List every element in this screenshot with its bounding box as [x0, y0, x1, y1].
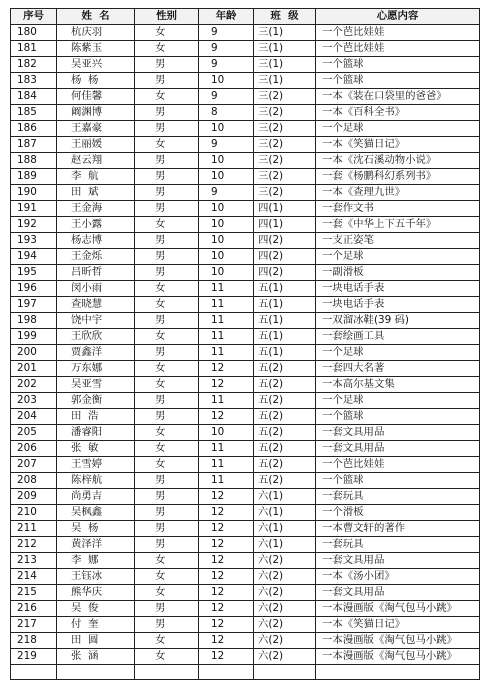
cell-wish: 一本《笑猫日记》 — [316, 137, 480, 153]
cell-id: 217 — [11, 617, 57, 633]
cell-id: 209 — [11, 489, 57, 505]
table-row — [11, 169, 480, 185]
cell-id: 184 — [11, 89, 57, 105]
cell-name: 王雪婷 — [57, 457, 135, 473]
cell-age: 12 — [199, 537, 254, 553]
cell-class: 五(2) — [254, 409, 316, 425]
cell-name: 尚勇吉 — [57, 489, 135, 505]
empty-cell — [57, 665, 135, 680]
cell-age: 10 — [199, 153, 254, 169]
cell-age: 12 — [199, 617, 254, 633]
cell-name: 潘睿阳 — [57, 425, 135, 441]
cell-id: 194 — [11, 249, 57, 265]
cell-class: 四(1) — [254, 201, 316, 217]
cell-class: 三(1) — [254, 73, 316, 89]
table-row — [11, 617, 480, 633]
table-row — [11, 489, 480, 505]
cell-name: 王钰冰 — [57, 569, 135, 585]
cell-class: 四(2) — [254, 265, 316, 281]
cell-wish: 一本《笑猫日记》 — [316, 617, 480, 633]
cell-id: 218 — [11, 633, 57, 649]
cell-gender: 女 — [135, 425, 199, 441]
cell-gender: 女 — [135, 441, 199, 457]
cell-wish: 一个芭比娃娃 — [316, 25, 480, 41]
cell-class: 四(2) — [254, 249, 316, 265]
cell-wish: 一套《杨鹏科幻系列书》 — [316, 169, 480, 185]
cell-age: 10 — [199, 201, 254, 217]
table-row — [11, 409, 480, 425]
empty-cell — [316, 665, 480, 680]
cell-gender: 女 — [135, 25, 199, 41]
cell-age: 10 — [199, 249, 254, 265]
table-row — [11, 201, 480, 217]
cell-age: 9 — [199, 185, 254, 201]
cell-class: 六(2) — [254, 633, 316, 649]
cell-id: 208 — [11, 473, 57, 489]
cell-gender: 男 — [135, 313, 199, 329]
cell-class: 三(2) — [254, 89, 316, 105]
table-row — [11, 25, 480, 41]
cell-age: 11 — [199, 441, 254, 457]
cell-gender: 女 — [135, 569, 199, 585]
cell-wish: 一个篮球 — [316, 409, 480, 425]
table-row — [11, 265, 480, 281]
cell-id: 207 — [11, 457, 57, 473]
cell-name: 王金烁 — [57, 249, 135, 265]
cell-wish: 一套作文书 — [316, 201, 480, 217]
cell-wish: 一个足球 — [316, 249, 480, 265]
cell-class: 六(1) — [254, 537, 316, 553]
cell-id: 200 — [11, 345, 57, 361]
cell-class: 五(2) — [254, 457, 316, 473]
table-row — [11, 41, 480, 57]
cell-gender: 女 — [135, 361, 199, 377]
cell-age: 10 — [199, 265, 254, 281]
cell-age: 12 — [199, 585, 254, 601]
cell-wish: 一本漫画版《淘气包马小跳》 — [316, 633, 480, 649]
cell-wish: 一个足球 — [316, 393, 480, 409]
cell-class: 三(2) — [254, 105, 316, 121]
cell-name: 熊华庆 — [57, 585, 135, 601]
cell-wish: 一套四大名著 — [316, 361, 480, 377]
table-row — [11, 553, 480, 569]
cell-age: 12 — [199, 505, 254, 521]
cell-wish: 一个篮球 — [316, 57, 480, 73]
cell-wish: 一本《查理九世》 — [316, 185, 480, 201]
cell-id: 201 — [11, 361, 57, 377]
cell-age: 12 — [199, 553, 254, 569]
cell-gender: 女 — [135, 457, 199, 473]
cell-name: 郭金衡 — [57, 393, 135, 409]
table-row — [11, 585, 480, 601]
cell-class: 五(2) — [254, 473, 316, 489]
cell-wish: 一套文具用品 — [316, 441, 480, 457]
cell-wish: 一套文具用品 — [316, 425, 480, 441]
cell-class: 六(2) — [254, 585, 316, 601]
header-id: 序号 — [11, 9, 57, 25]
cell-wish: 一个篮球 — [316, 473, 480, 489]
cell-name: 阚渊博 — [57, 105, 135, 121]
cell-age: 10 — [199, 121, 254, 137]
cell-gender: 男 — [135, 185, 199, 201]
cell-name: 赵云翔 — [57, 153, 135, 169]
table-row — [11, 473, 480, 489]
cell-id: 202 — [11, 377, 57, 393]
cell-class: 五(2) — [254, 361, 316, 377]
cell-class: 六(2) — [254, 649, 316, 665]
table-row — [11, 281, 480, 297]
cell-class: 三(1) — [254, 57, 316, 73]
table-row — [11, 313, 480, 329]
cell-class: 五(1) — [254, 329, 316, 345]
cell-class: 六(1) — [254, 505, 316, 521]
cell-gender: 男 — [135, 521, 199, 537]
cell-name: 吴 俊 — [57, 601, 135, 617]
table-row — [11, 249, 480, 265]
cell-age: 12 — [199, 521, 254, 537]
table-row — [11, 153, 480, 169]
cell-wish: 一本漫画版《淘气包马小跳》 — [316, 601, 480, 617]
cell-id: 180 — [11, 25, 57, 41]
cell-class: 六(1) — [254, 489, 316, 505]
cell-gender: 男 — [135, 105, 199, 121]
cell-name: 吴 杨 — [57, 521, 135, 537]
table-row — [11, 457, 480, 473]
cell-id: 191 — [11, 201, 57, 217]
cell-id: 193 — [11, 233, 57, 249]
cell-id: 213 — [11, 553, 57, 569]
cell-gender: 男 — [135, 265, 199, 281]
cell-wish: 一套文具用品 — [316, 553, 480, 569]
cell-id: 195 — [11, 265, 57, 281]
cell-id: 215 — [11, 585, 57, 601]
cell-gender: 男 — [135, 153, 199, 169]
cell-name: 张 敏 — [57, 441, 135, 457]
cell-wish: 一个芭比娃娃 — [316, 457, 480, 473]
cell-name: 田 圆 — [57, 633, 135, 649]
cell-gender: 男 — [135, 505, 199, 521]
cell-age: 12 — [199, 569, 254, 585]
cell-age: 11 — [199, 457, 254, 473]
header-class: 班 级 — [254, 9, 316, 25]
cell-age: 11 — [199, 329, 254, 345]
cell-name: 何佳馨 — [57, 89, 135, 105]
cell-name: 陈梓航 — [57, 473, 135, 489]
cell-age: 12 — [199, 377, 254, 393]
cell-id: 183 — [11, 73, 57, 89]
wish-list-sheet — [10, 8, 479, 680]
cell-name: 王欣欣 — [57, 329, 135, 345]
cell-name: 王嘉豪 — [57, 121, 135, 137]
table-row — [11, 537, 480, 553]
cell-wish: 一套玩具 — [316, 537, 480, 553]
cell-id: 216 — [11, 601, 57, 617]
table-body — [11, 25, 480, 680]
cell-age: 12 — [199, 601, 254, 617]
cell-id: 210 — [11, 505, 57, 521]
cell-id: 211 — [11, 521, 57, 537]
cell-class: 五(2) — [254, 377, 316, 393]
cell-gender: 男 — [135, 249, 199, 265]
cell-wish: 一本《百科全书》 — [316, 105, 480, 121]
cell-gender: 女 — [135, 377, 199, 393]
cell-gender: 男 — [135, 473, 199, 489]
cell-wish: 一个滑板 — [316, 505, 480, 521]
cell-name: 王丽媛 — [57, 137, 135, 153]
cell-age: 8 — [199, 105, 254, 121]
cell-name: 王小露 — [57, 217, 135, 233]
table-row — [11, 521, 480, 537]
cell-gender: 男 — [135, 409, 199, 425]
cell-name: 黄泽洋 — [57, 537, 135, 553]
cell-id: 192 — [11, 217, 57, 233]
cell-gender: 男 — [135, 233, 199, 249]
header-name: 姓 名 — [57, 9, 135, 25]
cell-id: 203 — [11, 393, 57, 409]
table-row — [11, 329, 480, 345]
cell-gender: 女 — [135, 89, 199, 105]
cell-class: 三(2) — [254, 169, 316, 185]
cell-id: 204 — [11, 409, 57, 425]
cell-gender: 男 — [135, 617, 199, 633]
cell-class: 三(1) — [254, 25, 316, 41]
cell-class: 五(1) — [254, 313, 316, 329]
cell-gender: 男 — [135, 169, 199, 185]
cell-name: 田 斌 — [57, 185, 135, 201]
cell-class: 四(1) — [254, 217, 316, 233]
cell-class: 六(2) — [254, 553, 316, 569]
cell-wish: 一套《中华上下五千年》 — [316, 217, 480, 233]
cell-class: 五(2) — [254, 425, 316, 441]
cell-name: 杨志博 — [57, 233, 135, 249]
table-row — [11, 633, 480, 649]
table-row — [11, 57, 480, 73]
cell-gender: 女 — [135, 281, 199, 297]
empty-cell — [199, 665, 254, 680]
cell-id: 188 — [11, 153, 57, 169]
table-row — [11, 217, 480, 233]
table-row — [11, 73, 480, 89]
table-row — [11, 393, 480, 409]
cell-wish: 一个芭比娃娃 — [316, 41, 480, 57]
cell-class: 三(2) — [254, 185, 316, 201]
cell-id: 190 — [11, 185, 57, 201]
cell-class: 四(2) — [254, 233, 316, 249]
cell-class: 三(2) — [254, 121, 316, 137]
cell-wish: 一本漫画版《淘气包马小跳》 — [316, 649, 480, 665]
table-row — [11, 185, 480, 201]
cell-wish: 一个足球 — [316, 121, 480, 137]
cell-gender: 女 — [135, 137, 199, 153]
cell-wish: 一本《汤小团》 — [316, 569, 480, 585]
cell-wish: 一个足球 — [316, 345, 480, 361]
cell-gender: 男 — [135, 57, 199, 73]
cell-id: 181 — [11, 41, 57, 57]
header-gender: 性别 — [135, 9, 199, 25]
cell-age: 9 — [199, 41, 254, 57]
cell-wish: 一套文具用品 — [316, 585, 480, 601]
cell-id: 205 — [11, 425, 57, 441]
cell-age: 11 — [199, 297, 254, 313]
cell-id: 187 — [11, 137, 57, 153]
cell-gender: 女 — [135, 329, 199, 345]
cell-wish: 一本曹文轩的著作 — [316, 521, 480, 537]
cell-class: 六(2) — [254, 617, 316, 633]
cell-id: 186 — [11, 121, 57, 137]
cell-class: 三(2) — [254, 153, 316, 169]
table-row — [11, 569, 480, 585]
table-row — [11, 297, 480, 313]
cell-name: 田 浩 — [57, 409, 135, 425]
cell-name: 吕昕哲 — [57, 265, 135, 281]
header-row — [11, 9, 480, 25]
cell-class: 六(2) — [254, 569, 316, 585]
cell-name: 万东娜 — [57, 361, 135, 377]
cell-age: 10 — [199, 217, 254, 233]
cell-id: 197 — [11, 297, 57, 313]
cell-wish: 一本《沈石溪动物小说》 — [316, 153, 480, 169]
cell-class: 五(1) — [254, 345, 316, 361]
table-row — [11, 233, 480, 249]
cell-age: 11 — [199, 313, 254, 329]
cell-gender: 男 — [135, 601, 199, 617]
cell-age: 10 — [199, 425, 254, 441]
table-row — [11, 377, 480, 393]
cell-name: 查晓慧 — [57, 297, 135, 313]
cell-name: 陈紫玉 — [57, 41, 135, 57]
table-row — [11, 361, 480, 377]
cell-id: 206 — [11, 441, 57, 457]
cell-age: 11 — [199, 345, 254, 361]
cell-age: 12 — [199, 633, 254, 649]
cell-gender: 男 — [135, 489, 199, 505]
cell-name: 李 航 — [57, 169, 135, 185]
cell-gender: 女 — [135, 649, 199, 665]
cell-age: 10 — [199, 73, 254, 89]
cell-class: 六(2) — [254, 601, 316, 617]
cell-wish: 一支正姿笔 — [316, 233, 480, 249]
cell-name: 付 奎 — [57, 617, 135, 633]
empty-cell — [254, 665, 316, 680]
cell-name: 杭庆羽 — [57, 25, 135, 41]
cell-age: 11 — [199, 281, 254, 297]
cell-age: 12 — [199, 489, 254, 505]
cell-gender: 女 — [135, 633, 199, 649]
cell-name: 张 涵 — [57, 649, 135, 665]
cell-gender: 男 — [135, 73, 199, 89]
cell-age: 12 — [199, 361, 254, 377]
table-row — [11, 441, 480, 457]
cell-class: 六(1) — [254, 521, 316, 537]
cell-wish: 一块电话手表 — [316, 281, 480, 297]
cell-gender: 女 — [135, 553, 199, 569]
cell-name: 闵小雨 — [57, 281, 135, 297]
cell-age: 10 — [199, 233, 254, 249]
cell-gender: 女 — [135, 297, 199, 313]
cell-class: 五(1) — [254, 297, 316, 313]
cell-id: 212 — [11, 537, 57, 553]
wish-list-table — [10, 8, 480, 680]
table-row — [11, 425, 480, 441]
table-row — [11, 105, 480, 121]
cell-age: 11 — [199, 473, 254, 489]
cell-wish: 一套绘画工具 — [316, 329, 480, 345]
table-row — [11, 345, 480, 361]
cell-gender: 女 — [135, 41, 199, 57]
cell-name: 吴亚兴 — [57, 57, 135, 73]
cell-age: 11 — [199, 393, 254, 409]
cell-id: 189 — [11, 169, 57, 185]
cell-gender: 男 — [135, 537, 199, 553]
cell-wish: 一本高尔基文集 — [316, 377, 480, 393]
table-row — [11, 121, 480, 137]
cell-age: 12 — [199, 409, 254, 425]
cell-id: 196 — [11, 281, 57, 297]
cell-wish: 一本《装在口袋里的爸爸》 — [316, 89, 480, 105]
cell-name: 杨 杨 — [57, 73, 135, 89]
empty-cell — [11, 665, 57, 680]
cell-wish: 一副滑板 — [316, 265, 480, 281]
empty-row — [11, 665, 480, 680]
cell-wish: 一个篮球 — [316, 73, 480, 89]
cell-id: 199 — [11, 329, 57, 345]
cell-name: 王金海 — [57, 201, 135, 217]
cell-name: 饶中宇 — [57, 313, 135, 329]
cell-gender: 女 — [135, 217, 199, 233]
cell-class: 三(1) — [254, 41, 316, 57]
cell-id: 214 — [11, 569, 57, 585]
cell-class: 五(2) — [254, 393, 316, 409]
header-wish: 心愿内容 — [316, 9, 480, 25]
cell-id: 219 — [11, 649, 57, 665]
cell-age: 9 — [199, 57, 254, 73]
header-age: 年龄 — [199, 9, 254, 25]
cell-wish: 一双溜冰鞋(39 码) — [316, 313, 480, 329]
cell-name: 吴亚雪 — [57, 377, 135, 393]
cell-wish: 一块电话手表 — [316, 297, 480, 313]
cell-age: 10 — [199, 169, 254, 185]
cell-name: 吴枫鑫 — [57, 505, 135, 521]
table-row — [11, 137, 480, 153]
empty-cell — [135, 665, 199, 680]
table-row — [11, 89, 480, 105]
cell-wish: 一套玩具 — [316, 489, 480, 505]
cell-age: 9 — [199, 25, 254, 41]
cell-class: 五(2) — [254, 441, 316, 457]
cell-id: 185 — [11, 105, 57, 121]
cell-gender: 男 — [135, 345, 199, 361]
cell-id: 198 — [11, 313, 57, 329]
cell-name: 贾鑫洋 — [57, 345, 135, 361]
cell-age: 12 — [199, 649, 254, 665]
cell-gender: 男 — [135, 393, 199, 409]
table-row — [11, 649, 480, 665]
table-row — [11, 601, 480, 617]
cell-age: 9 — [199, 89, 254, 105]
cell-name: 李 娜 — [57, 553, 135, 569]
cell-class: 五(1) — [254, 281, 316, 297]
cell-age: 9 — [199, 137, 254, 153]
cell-gender: 女 — [135, 585, 199, 601]
cell-gender: 男 — [135, 121, 199, 137]
cell-gender: 男 — [135, 201, 199, 217]
table-row — [11, 505, 480, 521]
cell-id: 182 — [11, 57, 57, 73]
cell-class: 三(2) — [254, 137, 316, 153]
